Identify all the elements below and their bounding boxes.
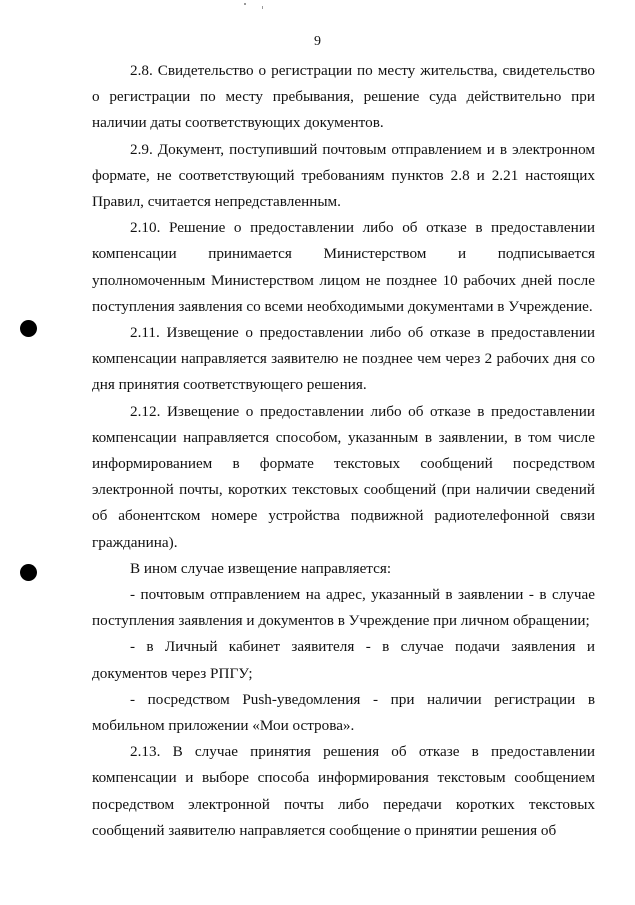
paragraph-other-case: В ином случае извещение направляется:	[130, 559, 392, 577]
scan-speck	[262, 6, 263, 9]
list-item-push: - посредством Push-уведомления - при наличии регистрации в мобильном приложении «Мои острова».	[92, 690, 595, 735]
punch-hole	[20, 320, 37, 337]
document-body	[92, 58, 595, 844]
list-item-postal: - почтовым отправлением на адрес, указанный в заявлении - в случае поступления заявления и документов в Учреждение при личном обращении;	[92, 586, 595, 630]
paragraph-2-11: 2.11. Извещение о предоставлении либо об отказе в предоставлении компенсации направляется заявителю не позднее чем через 2 рабочих дня со дня принятия соответствующего решения.	[92, 324, 595, 394]
paragraph-2-8: 2.8. Свидетельство о регистрации по месту жительства, свидетельство о регистрации по месту пребывания, решение суда действительно при наличии даты соответствующих документов.	[92, 62, 595, 132]
paragraph-2-13: 2.13. В случае принятия решения об отказе в предоставлении компенсации и выборе способа информирования текстовым сообщением посредством электронной почты либо передачи коротких текстовых сообщений заявителю направляется сообщение о принятии решения об	[92, 743, 595, 839]
paragraph-2-9: 2.9. Документ, поступивший почтовым отправлением и в электронном формате, не соответствующий требованиям пунктов 2.8 и 2.21 настоящих Правил, считается непредставленным.	[92, 140, 595, 211]
paragraph-2-12: 2.12. Извещение о предоставлении либо об отказе в предоставлении компенсации направляется способом, указанным в заявлении, в том числе информированием в формате текстовых сообщений посредством электронной почты, коротких текстовых сообщений (при наличии сведений об абонентском номере устройства подвижной радиотелефонной связи гражданина).	[92, 402, 595, 551]
scan-speck	[244, 3, 246, 5]
punch-hole	[20, 564, 37, 581]
paragraph-2-10: 2.10. Решение о предоставлении либо об отказе в предоставлении компенсации принимается Министерством и подписывается уполномоченным Министерством лицом не позднее 10 рабочих дней после поступления заявления со всеми необходимыми документами в Учреждение.	[92, 219, 595, 315]
list-item-personal-cabinet: - в Личный кабинет заявителя - в случае подачи заявления и документов через РПГУ;	[92, 638, 595, 682]
page-number: 9	[314, 34, 321, 49]
